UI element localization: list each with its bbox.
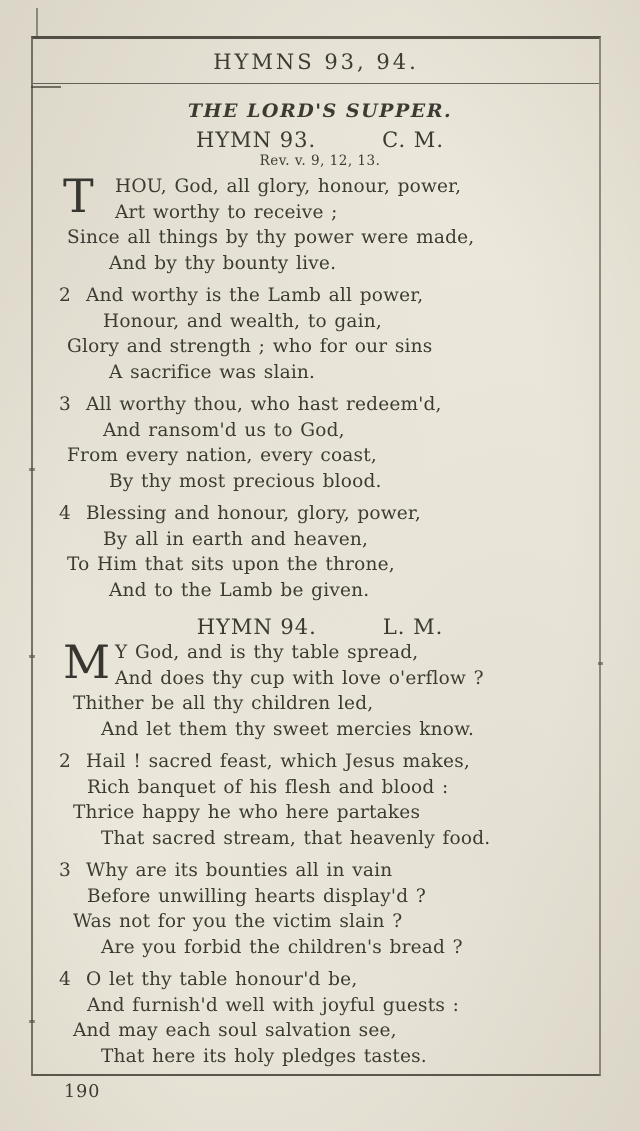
hymn-title: HYMN 94. — [196, 615, 317, 639]
header-rule — [33, 83, 599, 88]
verse-number: 3 — [59, 860, 71, 881]
verse-line: By all in earth and heaven, — [103, 528, 369, 550]
verse — [59, 749, 581, 851]
verse — [59, 501, 581, 603]
verse — [59, 169, 581, 276]
page-number: 190 — [64, 1082, 101, 1102]
verse-line: Honour, and wealth, to gain, — [103, 310, 382, 332]
verse-line: And let them thy sweet mercies know. — [101, 718, 475, 740]
page-frame — [31, 36, 601, 1076]
verse-number: 2 — [59, 285, 71, 306]
hymn-meter: L. M. — [382, 615, 444, 639]
verse-line: By thy most precious blood. — [109, 470, 382, 492]
verse-line: That sacred stream, that heavenly food. — [101, 827, 491, 849]
verse-line: Was not for you the victim slain ? — [73, 911, 403, 932]
verse-line: Since all things by thy power were made, — [67, 227, 475, 248]
verse-line: 2 Hail ! sacred feast, which Jesus makes, — [59, 749, 581, 775]
hymn — [59, 615, 581, 1069]
verse-line: And furnish'd well with joyful guests : — [87, 994, 460, 1016]
verse — [59, 283, 581, 385]
verse-line: Y God, and is thy table spread, — [115, 642, 419, 663]
verse-line: Are you forbid the children's bread ? — [101, 936, 463, 958]
verse-line: And to the Lamb be given. — [109, 579, 370, 601]
verse-line: And may each soul salvation see, — [73, 1020, 397, 1041]
verse-line: And ransom'd us to God, — [103, 419, 345, 441]
verse — [59, 967, 581, 1069]
verse-line: HOU, God, all glory, honour, power, — [115, 176, 462, 197]
verse-number: 4 — [59, 969, 71, 990]
verse-line: 3 All worthy thou, who hast redeem'd, — [59, 392, 581, 418]
verse-line: Glory and strength ; who for our sins — [67, 336, 433, 357]
verse-line: 2 And worthy is the Lamb all power, — [59, 283, 581, 309]
verse-line: That here its holy pledges tastes. — [101, 1045, 427, 1067]
drop-cap-letter: M — [63, 635, 111, 689]
running-header: HYMNS 93, 94. — [213, 50, 419, 74]
verse-line: A sacrifice was slain. — [109, 361, 316, 383]
hymn-list — [59, 128, 581, 1069]
verse-line: 4 Blessing and honour, glory, power, — [59, 501, 581, 527]
verse-line: Rich banquet of his flesh and blood : — [87, 776, 449, 798]
verse-number: 4 — [59, 503, 71, 524]
hymn — [59, 128, 581, 603]
verse-line: 4 O let thy table honour'd be, — [59, 967, 581, 993]
verse-line: To Him that sits upon the throne, — [67, 554, 395, 575]
page-content — [33, 88, 599, 1069]
scan-artifact — [36, 8, 38, 36]
verse — [59, 858, 581, 960]
hymn-title-row — [59, 128, 581, 152]
verse-line: And does thy cup with love o'erflow ? — [115, 667, 484, 689]
verse-line: And by thy bounty live. — [109, 252, 337, 274]
verse-line: Thrice happy he who here partakes — [73, 802, 421, 823]
verse-line: From every nation, every coast, — [67, 445, 377, 466]
hymn-meter: C. M. — [382, 128, 444, 152]
verse-line: Thither be all thy children led, — [73, 693, 374, 714]
verse-number: 2 — [59, 751, 71, 772]
verse-number: 3 — [59, 394, 71, 415]
scripture-reference: Rev. v. 9, 12, 13. — [259, 153, 381, 169]
drop-cap-letter: T — [63, 169, 94, 223]
verse-line: Before unwilling hearts display'd ? — [87, 885, 426, 907]
section-title: THE LORD'S SUPPER. — [187, 100, 453, 122]
verse-line: 3 Why are its bounties all in vain — [59, 858, 581, 884]
verse — [59, 392, 581, 494]
hymn-title: HYMN 93. — [196, 128, 317, 152]
verse — [59, 635, 581, 742]
hymn-title-row — [59, 615, 581, 639]
verse-line: Art worthy to receive ; — [115, 201, 338, 223]
